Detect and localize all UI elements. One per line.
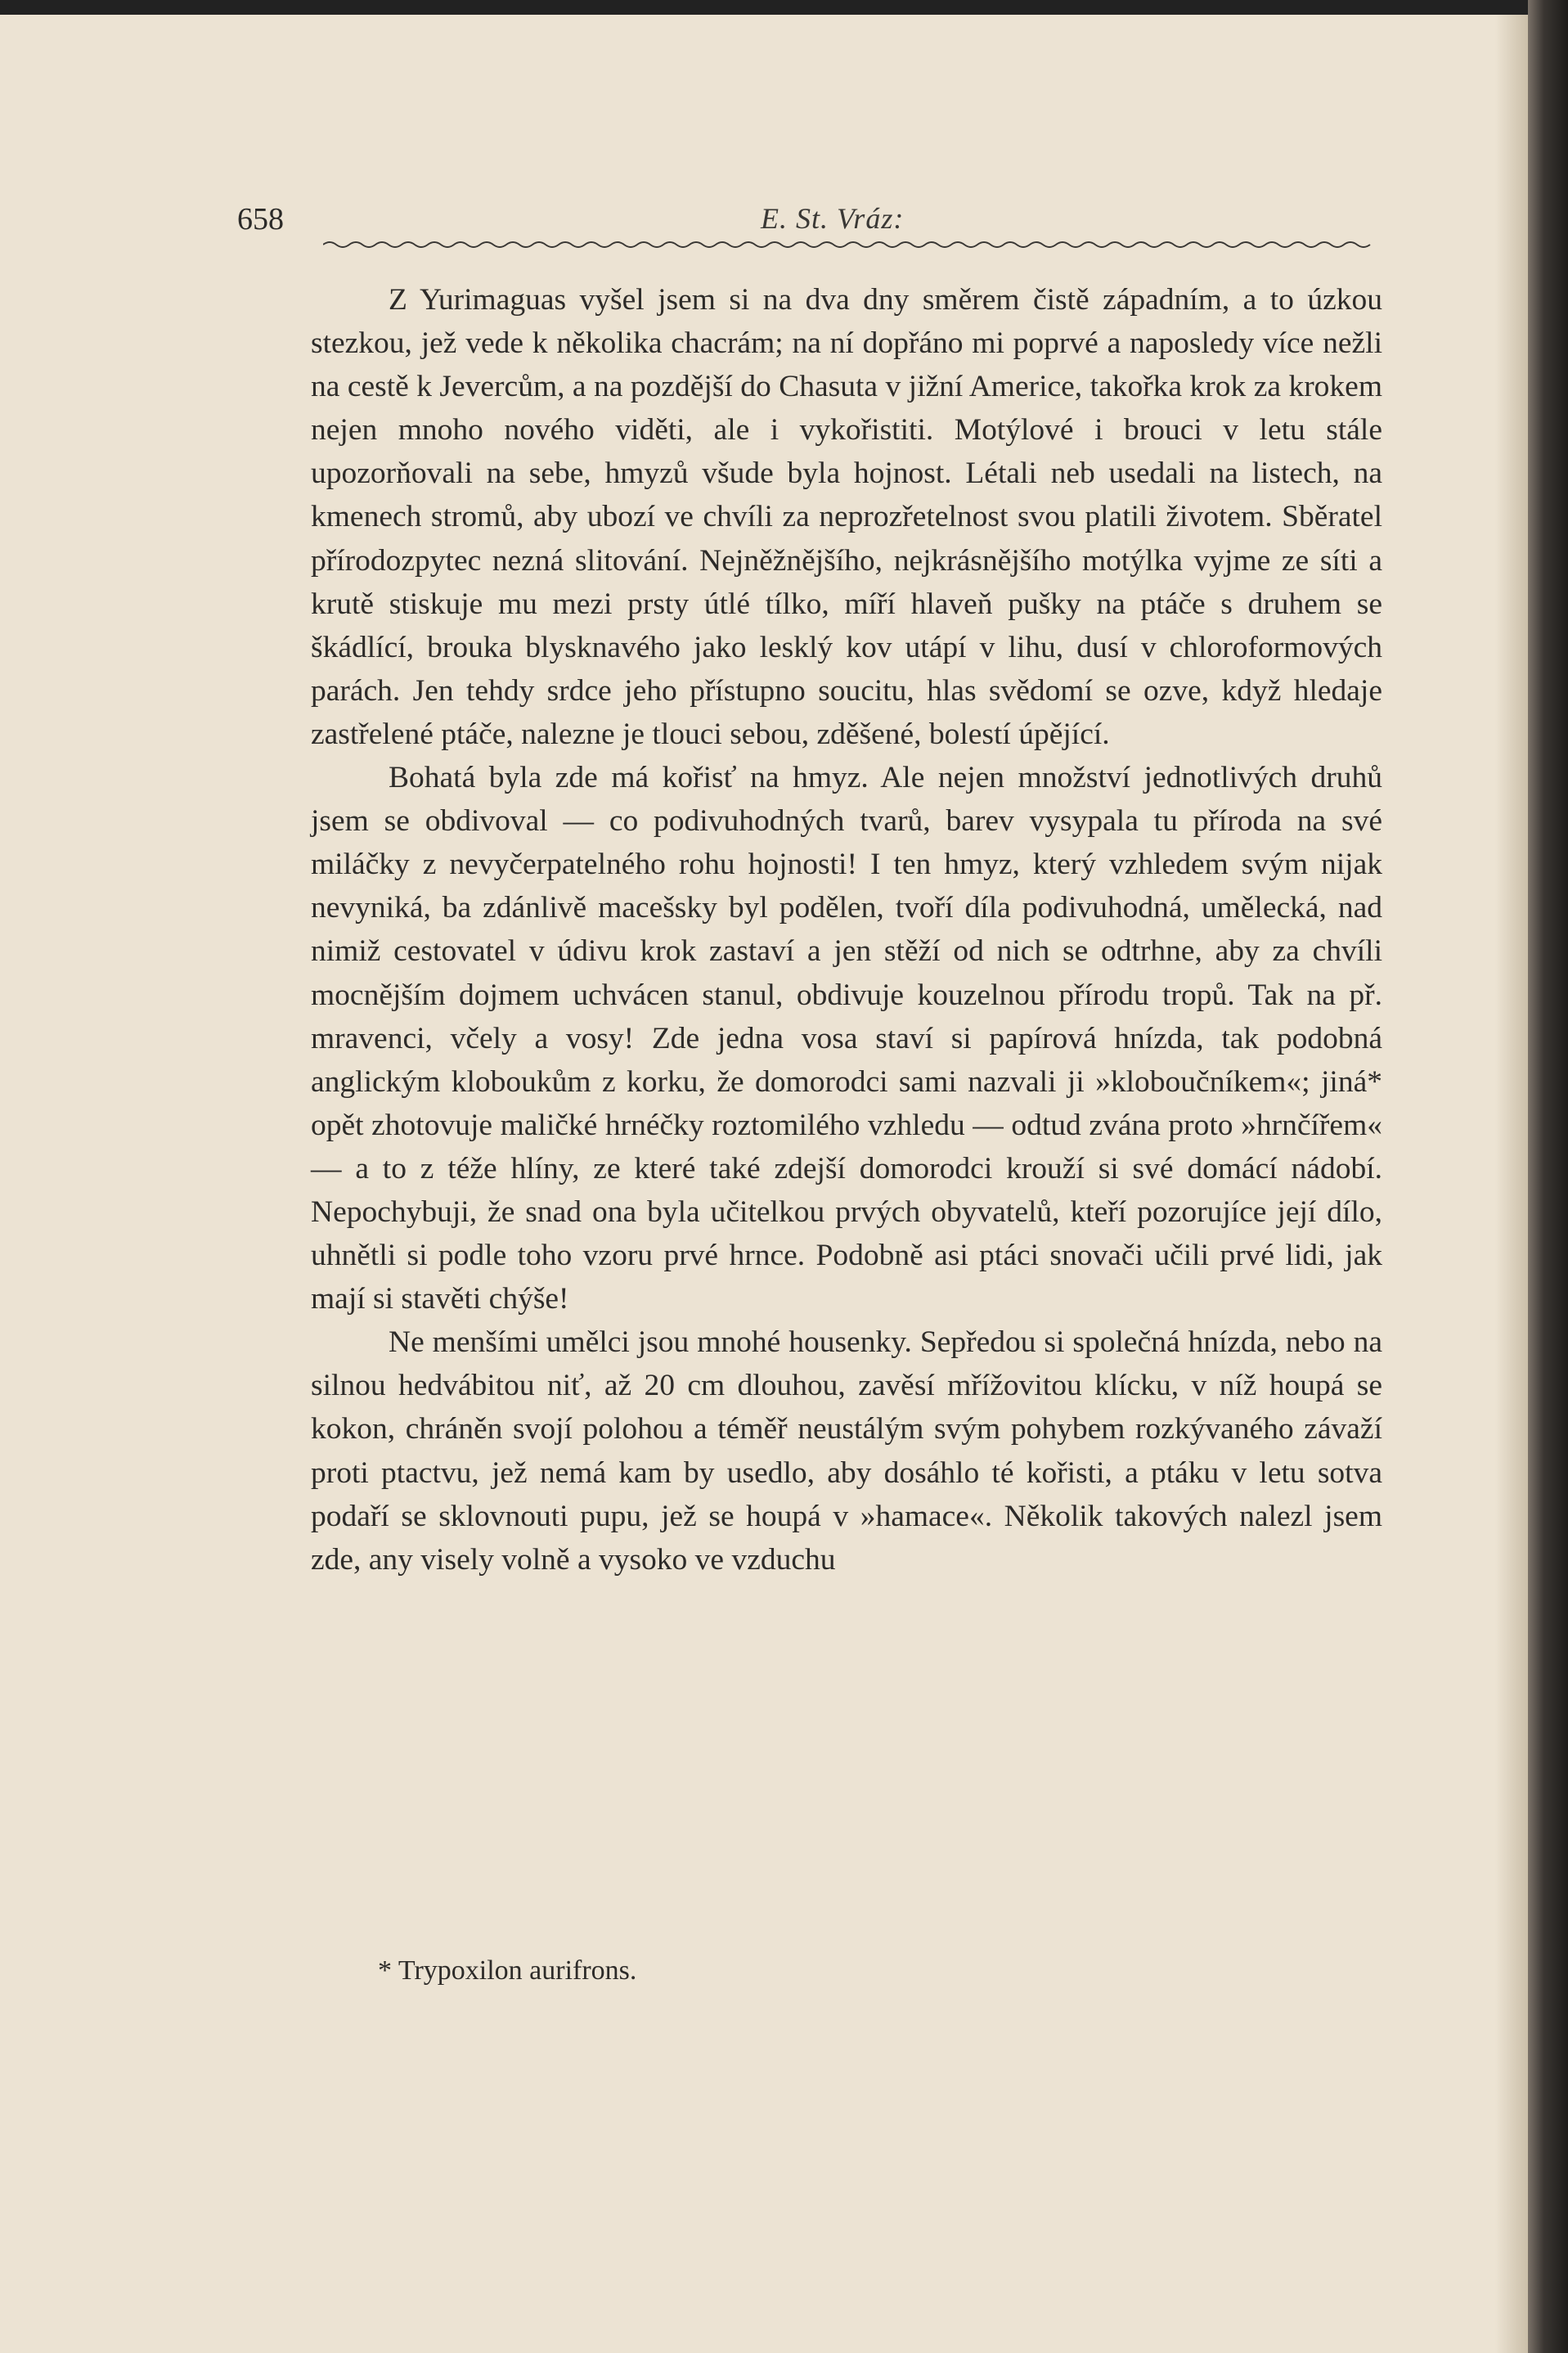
running-title: E. St. Vráz: [761, 202, 905, 235]
paragraph: Z Yurimaguas vyšel jsem si na dva dny směrem čistě západním, a to úzkou stezkou, jež vede k několika chacrám; na ní dopřáno mi poprvé a naposledy více nežli na cestě k Jevercům, a na pozdější do Chasuta v jižní Americe, takořka krok za krokem nejen mnoho nového viděti, ale i vykořistiti. Motýlové i brouci v letu stále upozorňovali na sebe, hmyzů všude byla hojnost. Létali neb usedali na listech, na kmenech stromů, aby ubozí ve chvíli za neprozřetelnost svou platili životem. Sběratel přírodozpytec nezná slitování. Nejněžnějšího, nejkrásnějšího motýlka vyjme ze síti a krutě stiskuje mu mezi prsty útlé tílko, míří hlaveň pušky na ptáče s druhem se škádlící, brouka blysknavého jako lesklý kov utápí v lihu, dusí v chloroformových parách. Jen tehdy srdce jeho přístupno soucitu, hlas svědomí se ozve, když hledaje zastřelené ptáče, nalezne je tlouci sebou, zděšené, bolestí úpějící. [311, 283, 1382, 751]
scan-right-edge [1528, 0, 1568, 2353]
wavy-header-rule [323, 239, 1374, 250]
page-gutter-shadow [1495, 15, 1528, 2353]
paragraph: Ne menšími umělci jsou mnohé housenky. Sepředou si společná hnízda, nebo na silnou hedvábitou niť, až 20 cm dlouhou, zavěsí mřížovitou klícku, v níž houpá se kokon, chráněn svojí polohou a téměř neustálým svým pohybem rozkývaného závaží proti ptactvu, jež nemá kam by usedlo, aby dosáhlo té kořisti, a ptáku v letu sotva podaří se sklovnouti pupu, jež se houpá v »hamace«. Několik takových nalezl jsem zde, any visely volně a vysoko ve vzduchu [311, 1325, 1382, 1577]
footnote: * Trypoxilon aurifrons. [378, 1955, 637, 1986]
scan-top-edge [0, 0, 1568, 15]
paragraph: Bohatá byla zde má kořisť na hmyz. Ale nejen množství jednotlivých druhů jsem se obdivoval — co podivuhodných tvarů, barev vysypala tu příroda na své miláčky z nevyčerpatelného rohu hojnosti! I ten hmyz, který vzhledem svým nijak nevyniká, ba zdánlivě macešsky byl podělen, tvoří díla podivuhodná, umělecká, nad nimiž cestovatel v údivu krok zastaví a jen stěží od nich se odtrhne, aby za chvíli mocnějším dojmem uchvácen stanul, obdivuje kouzelnou přírodu tropů. Tak na př. mravenci, včely a vosy! Zde jedna vosa staví si papírová hnízda, tak podobná anglickým kloboukům z korku, že domorodci sami nazvali ji »kloboučníkem«; jiná* opět zhotovuje maličké hrnéčky roztomilého vzhledu — odtud zvána proto »hrnčířem« — a to z téže hlíny, ze které také zdejší domorodci krouží si své domácí nádobí. Nepochybuji, že snad ona byla učitelkou prvých obyvatelů, kteří pozorujíce její dílo, uhnětli si podle toho vzoru prvé hrnce. Podobně asi ptáci snovači učili prvé lidi, jak mají si stavěti chýše! [311, 761, 1382, 1316]
page-header [237, 201, 1374, 250]
body-text [311, 278, 1382, 1581]
page-number: 658 [237, 202, 284, 236]
